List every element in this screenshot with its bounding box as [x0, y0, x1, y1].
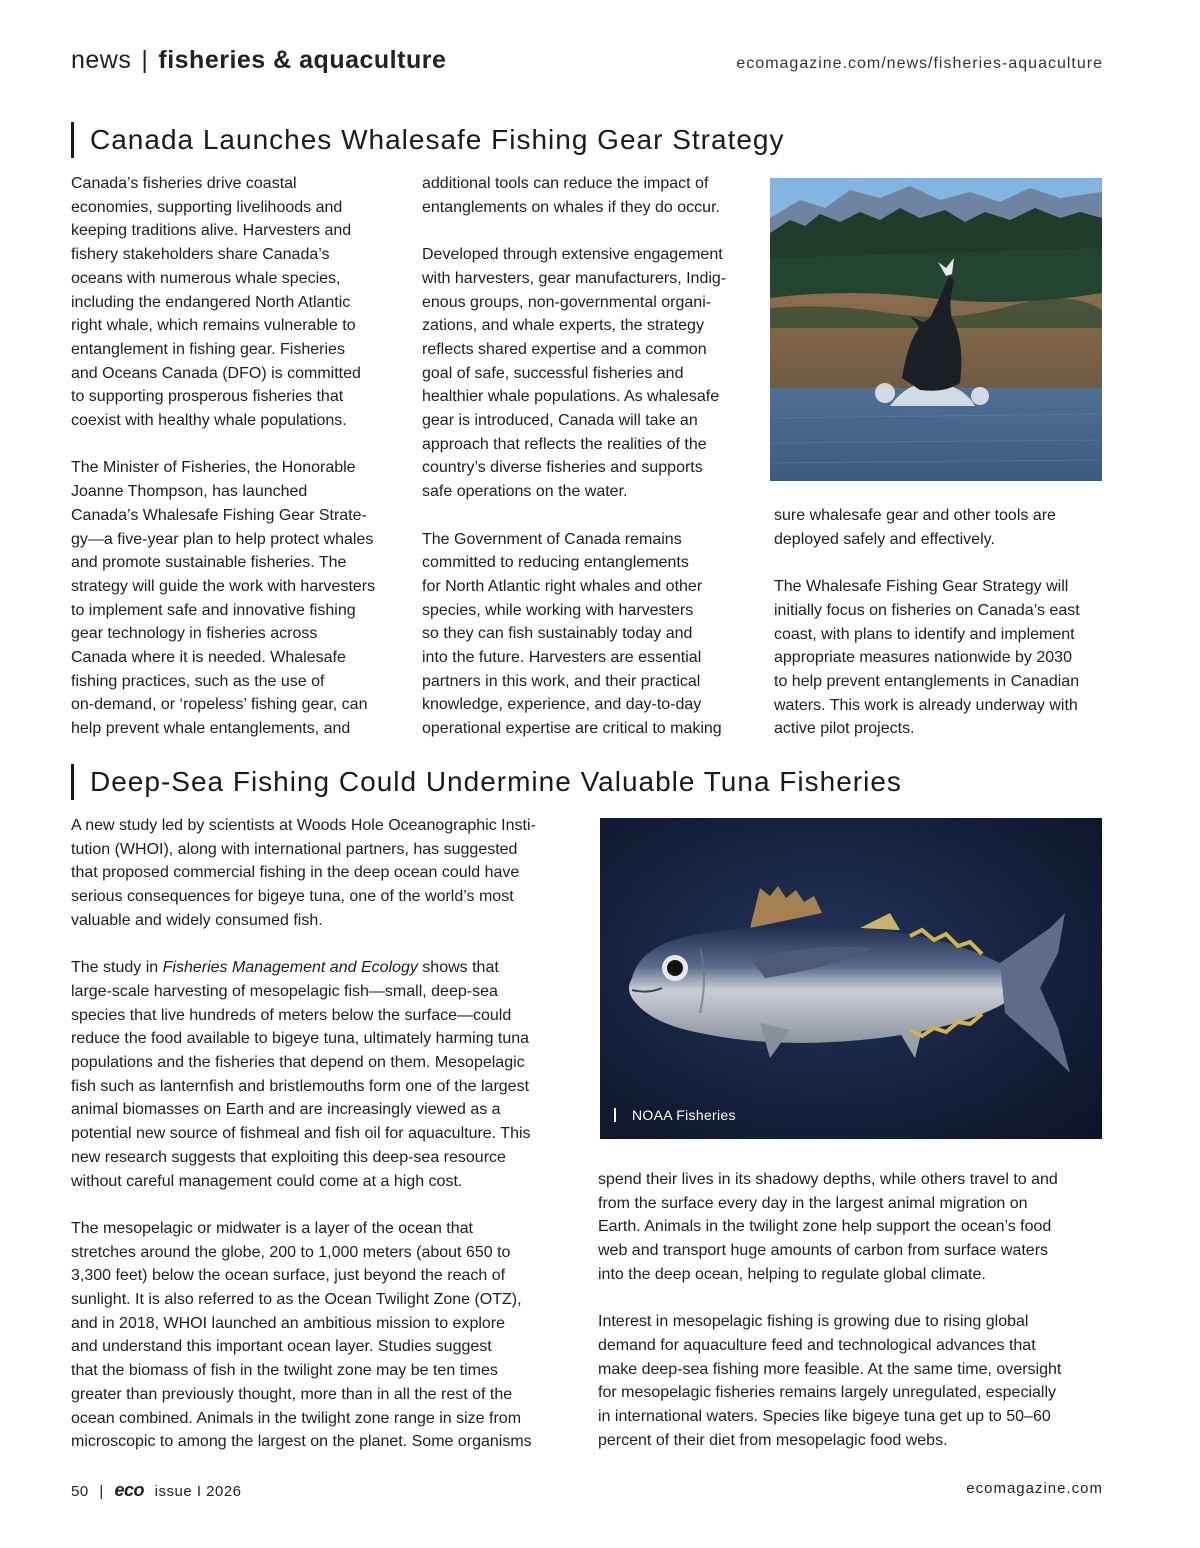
footer-folio — [71, 1480, 242, 1501]
bigeye-tuna-image — [600, 818, 1102, 1139]
article-1-title-text: Canada Launches Whalesafe Fishing Gear Strategy — [90, 124, 785, 155]
article-2-paragraph: The mesopelagic or midwater is a layer of the ocean that stretches around the globe, 200 to 1,000 meters (about 650 to 3,300 feet) below the ocean surface, just beyond the reach of sunlight. It is also referred to as the Ocean Twilight Zone (OTZ), and in 2018, WHOI launched an ambitious mission to explore and understand this important ocean layer. Studies suggest that the biomass of fish in the twilight zone may be ten times greater than previously thought, more than in all the rest of the ocean combined. Animals in the twilight zone range in size from microscopic to among the largest on the planet. Some organisms — [71, 1219, 532, 1451]
page-footer — [71, 1480, 1103, 1500]
article-1-paragraph: Canada’s fisheries drive coastal economies, supporting livelihoods and keeping traditions alive. Harvesters and fishery stakeholders share Canada’s oceans with numerous whale species, including the endangered North Atlantic right whale, which remains vulnerable to entanglement in fishing gear. Fisheries and Oceans Canada (DFO) is committed to supporting prosperous fisheries that coexist with healthy whale populations. — [71, 175, 361, 430]
photo-caption — [614, 1107, 736, 1123]
footer-site[interactable]: ecomagazine.com — [966, 1480, 1103, 1497]
section-name: news — [71, 46, 132, 74]
bigeye-tuna-photo — [600, 818, 1102, 1139]
paragraph-text: The study in — [71, 959, 163, 977]
article-1-paragraph: additional tools can reduce the impact of entanglements on whales if they do occur. — [422, 175, 720, 216]
eco-logo: eco — [114, 1480, 144, 1500]
article-1-column-2 — [422, 172, 757, 741]
article-2-paragraph: Interest in mesopelagic fishing is growing due to rising global demand for aquaculture feed and technological advances that make deep-sea fishing more feasible. At the same time, oversight for mesopelagic fisheries remains largely unregulated, especially in international waters. Species like bigeye tuna get up to 50–60 percent of their diet from mesopelagic food webs. — [598, 1313, 1062, 1449]
caption-bar — [614, 1108, 616, 1122]
photo-caption-text: NOAA Fisheries — [632, 1107, 736, 1123]
whale-breach-image — [770, 178, 1102, 481]
journal-name: Fisheries Management and Ecology — [162, 959, 418, 977]
article-1-paragraph: The Whalesafe Fishing Gear Strategy will initially focus on fisheries on Canada’s east coast, with plans to identify and implement appropriate measures nationwide by 2030 to help prevent entanglements in Canadian waters. This work is already underway with active pilot projects. — [774, 578, 1080, 738]
section-category: fisheries & aquaculture — [158, 46, 447, 74]
article-1-paragraph: The Government of Canada remains committed to reducing entanglements for North Atlantic right whales and other species, while working with harvesters so they can fish sustainably today and into the future. Harvesters are essential partners in this work, and their practical knowledge, experience, and day-to-day operational expertise are critical to making — [422, 530, 722, 738]
article-2-column-1 — [71, 814, 586, 1454]
section-label — [71, 46, 446, 75]
article-2-column-2 — [598, 1168, 1113, 1452]
article-2-title-text: Deep-Sea Fishing Could Undermine Valuable Tuna Fisheries — [90, 766, 902, 797]
section-url[interactable]: ecomagazine.com/news/fisheries-aquaculture — [736, 55, 1103, 72]
issue-label: issue I 2026 — [154, 1483, 242, 1500]
article-1-column-3 — [774, 504, 1109, 741]
article-1-column-1 — [71, 172, 406, 741]
article-2-title — [71, 764, 902, 800]
page-header — [71, 46, 1103, 80]
article-1-paragraph: sure whalesafe gear and other tools are deployed safely and effectively. — [774, 507, 1056, 548]
section-separator: | — [141, 46, 149, 74]
article-2-paragraph — [71, 956, 586, 1193]
title-accent-bar — [71, 122, 74, 158]
article-1-title — [71, 122, 785, 158]
page-number: 50 — [71, 1483, 89, 1500]
article-2-paragraph: A new study led by scientists at Woods Hole Oceanographic Insti- tution (WHOI), along with international partners, has suggested that proposed commercial fishing in the deep ocean could have serious consequences for bigeye tuna, one of the world’s most valuable and widely consumed fish. — [71, 817, 536, 929]
article-2-paragraph: spend their lives in its shadowy depths, while others travel to and from the surface every day in the largest animal migration on Earth. Animals in the twilight zone help support the ocean’s food web and transport huge amounts of carbon from surface waters into the deep ocean, helping to regulate global climate. — [598, 1171, 1058, 1283]
whale-breach-photo — [770, 178, 1102, 481]
article-1-paragraph: Developed through extensive engagement with harvesters, gear manufacturers, Indig- enous groups, non-governmental organi- zations, and whale experts, the strategy reflects shared expertise and a common goal of safe, successful fisheries and healthier whale populations. As whalesafe gear is introduced, Canada will take an approach that reflects the realities of the country’s diverse fisheries and supports safe operations on the water. — [422, 246, 727, 501]
title-accent-bar — [71, 764, 74, 800]
paragraph-text: shows that large-scale harvesting of mesopelagic fish—small, deep-sea species that live hundreds of meters below the surface—could reduce the food available to bigeye tuna, ultimately harming tuna populations and the fisheries that depend on them. Mesopelagic fish such as lanternfish and bristlemouths form one of the largest animal biomasses on Earth and are increasingly viewed as a potential new source of fishmeal and fish oil for aquaculture. This new research suggests that exploiting this deep-sea resource without careful management could come at a high cost. — [71, 959, 531, 1190]
footer-separator: | — [99, 1483, 104, 1500]
article-1-paragraph: The Minister of Fisheries, the Honorable Joanne Thompson, has launched Canada’s Whalesafe Fishing Gear Strate- gy—a five-year plan to help protect whales and promote sustainable fisheries. The strategy will guide the work with harvesters to implement safe and innovative fishing gear technology in fisheries across Canada where it is needed. Whalesafe fishing practices, such as the use of on-demand, or ‘ropeless’ fishing gear, can help prevent whale entanglements, and — [71, 459, 376, 738]
